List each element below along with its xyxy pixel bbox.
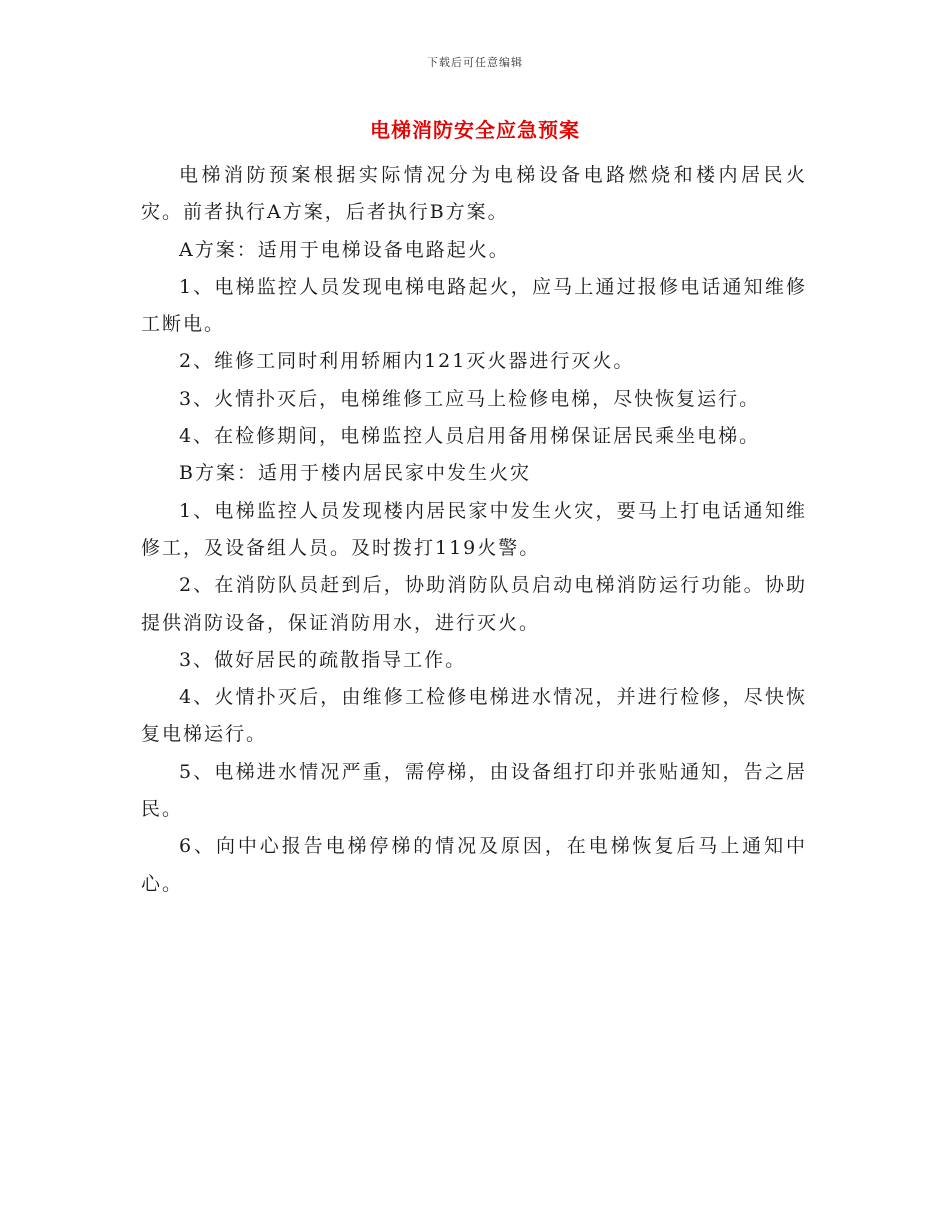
plan-b-step-6: 6、向中心报告电梯停梯的情况及原因，在电梯恢复后马上通知中心。 [141,835,807,895]
intro-paragraph: 电梯消防预案根据实际情况分为电梯设备电路燃烧和楼内居民火灾。前者执行A方案，后者执行B方案。 [141,164,807,224]
document-body [141,157,807,903]
header-note: 下载后可任意编辑 [427,56,523,69]
plan-b-step-3: 3、做好居民的疏散指导工作。 [179,648,467,671]
plan-b-step-4: 4、火情扑灭后，由维修工检修电梯进水情况，并进行检修，尽快恢复电梯运行。 [141,686,807,746]
plan-b-step-5: 5、电梯进水情况严重，需停梯，由设备组打印并张贴通知，告之居民。 [141,760,807,821]
plan-a-step-3: 3、火情扑灭后，电梯维修工应马上检修电梯，尽快恢复运行。 [179,387,761,410]
plan-a-step-4: 4、在检修期间，电梯监控人员启用备用梯保证居民乘坐电梯。 [179,425,761,448]
plan-b-heading: B方案：适用于楼内居民家中发生火灾 [179,462,531,485]
plan-b-step-2: 2、在消防队员赶到后，协助消防队员启动电梯消防运行功能。协助提供消防设备，保证消防用水，进行灭火。 [141,574,807,634]
plan-a-step-2: 2、维修工同时利用轿厢内121灭火器进行灭火。 [179,350,635,373]
plan-a-step-1: 1、电梯监控人员发现电梯电路起火，应马上通过报修电话通知维修工断电。 [141,275,807,336]
plan-b-step-1: 1、电梯监控人员发现楼内居民家中发生火灾，要马上打电话通知维修工，及设备组人员。及时拨打119火警。 [141,499,807,559]
plan-a-heading: A方案：适用于电梯设备电路起火。 [179,238,510,261]
document-title: 电梯消防安全应急预案 [370,118,580,142]
